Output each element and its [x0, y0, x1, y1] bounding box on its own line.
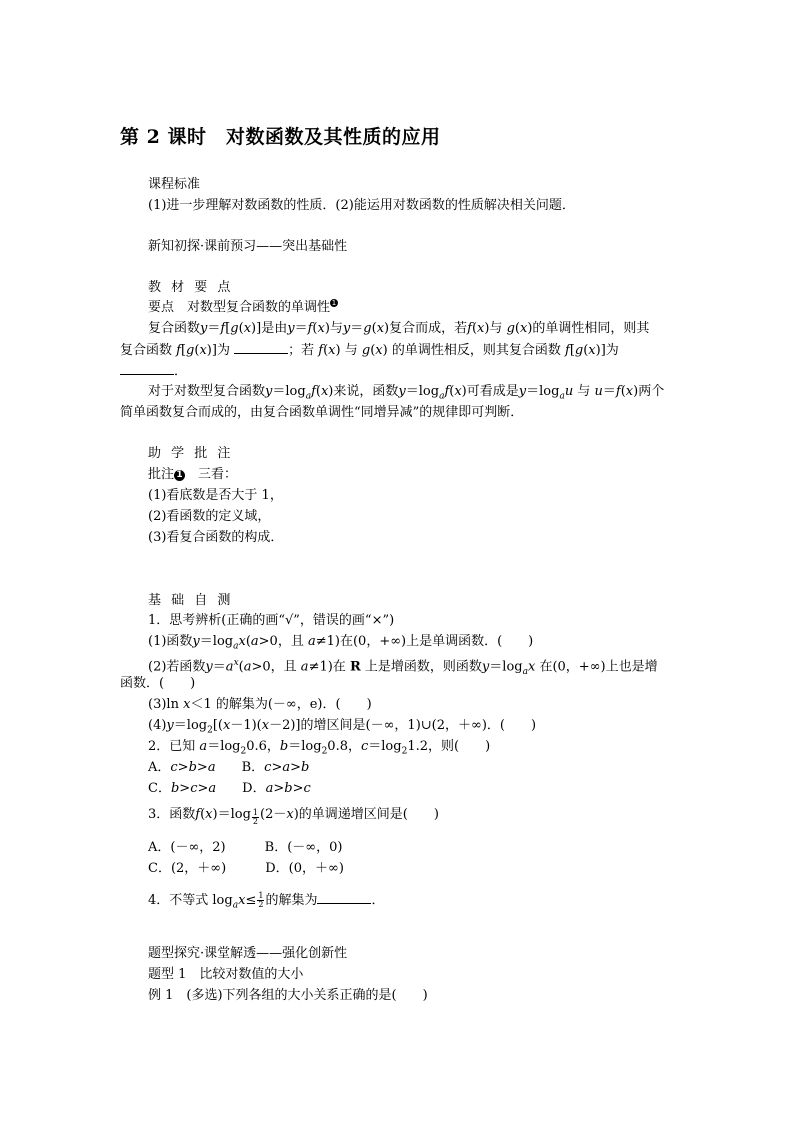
question-1-item-2-cont: 函数．( ) [120, 676, 196, 691]
course-standard-text: (1)进一步理解对数函数的性质．(2)能运用对数函数的性质解决相关问题． [148, 198, 575, 213]
note-item: (2)看函数的定义域， [148, 509, 271, 524]
note-label: 批注 1 三看： [148, 467, 238, 482]
fill-blank [120, 362, 174, 375]
question-3: 3．函数f(x)＝log $\frac{1}{2}$ (2－x)的单调递增区间是( ) [148, 807, 439, 826]
key-point-title: 要点 对数型复合函数的单调性 1 [148, 299, 337, 315]
topic-1-heading: 题型 1 比较对数值的大小 [148, 967, 304, 982]
note-item: (3)看复合函数的构成． [148, 530, 284, 545]
note-marker-icon: 1 [331, 299, 337, 307]
fill-blank [234, 341, 288, 354]
materials-heading: 教 材 要 点 [148, 280, 234, 295]
question-2: 2．已知 $a=\log_20.6$，$b=\log_20.8$，$c=\log_21.2$，则( ) [148, 739, 491, 757]
paragraph-line: 对于对数型复合函数$y=\log_af(x)$来说，函数$y=\log_af(x)$可看成是$y=\log_au$ 与 u＝f(x)两个 [148, 384, 665, 402]
question-1-item-1: (1)函数$y=\log_ax(a>0$，且 a≠1)在(0，+∞)上是单调函数．( ) [148, 634, 534, 652]
note-item: (1)看底数是否大于 1， [148, 488, 283, 503]
course-standard-heading: 课程标准 [148, 177, 201, 192]
question-2-options-row-1: A．c>b>a B．c>a>b [148, 760, 310, 775]
example-1: 例 1 (多选)下列各组的大小关系正确的是( ) [148, 988, 428, 1003]
section-explore-heading: 题型探究·课堂解透——强化创新性 [148, 946, 348, 961]
fill-blank [317, 891, 371, 904]
section-preview-heading: 新知初探·课前预习——突出基础性 [148, 239, 348, 254]
notes-heading: 助 学 批 注 [148, 446, 234, 461]
self-test-heading: 基 础 自 测 [148, 593, 234, 608]
question-3-options-row-2: C．(2，＋∞) D．(0，＋∞) [148, 861, 344, 876]
question-1-item-4: $(4)y=\log_2[(x-1)(x-2)]$的增区间是(－∞，1)∪(2，＋∞)．( ) [148, 718, 537, 736]
paragraph-line: 复合函数 f[g(x)]为 ；若 f(x) 与 g(x) 的单调性相反，则其复合函数 f[g(x)]为 [120, 343, 619, 358]
question-3-options-row-1: A．(－∞，2) B．(－∞，0) [148, 840, 343, 855]
question-4: 4．不等式 $\log_ax\le$ $\frac{1}{2}$ 的解集为 ． [148, 891, 385, 911]
paragraph-line: ． [120, 362, 187, 381]
note-marker-icon: 1 [174, 470, 185, 481]
paragraph-line: 简单函数复合而成的，由复合函数单调性“同增异减”的规律即可判断． [120, 405, 524, 420]
question-2-options-row-2: C．b>c>a D．a>b>c [148, 781, 311, 796]
question-1-item-2: (2)若函数$y=a^x(a>0$，且 a≠1)在 R 上是增函数，则函数$y=\log_ax$ 在(0，+∞)上也是增 [148, 658, 658, 677]
page-title: 第 2 课时 对数函数及其性质的应用 [120, 126, 441, 148]
question-1-item-3: (3)ln x＜1 的解集为(－∞，e)．( ) [148, 697, 372, 712]
paragraph-line: 复合函数y＝f[g(x)]是由y＝f(x)与y＝g(x)复合而成，若f(x)与 g(x)的单调性相同，则其 [148, 321, 650, 336]
question-1: 1．思考辨析(正确的画“√”，错误的画“×”) [148, 613, 395, 628]
